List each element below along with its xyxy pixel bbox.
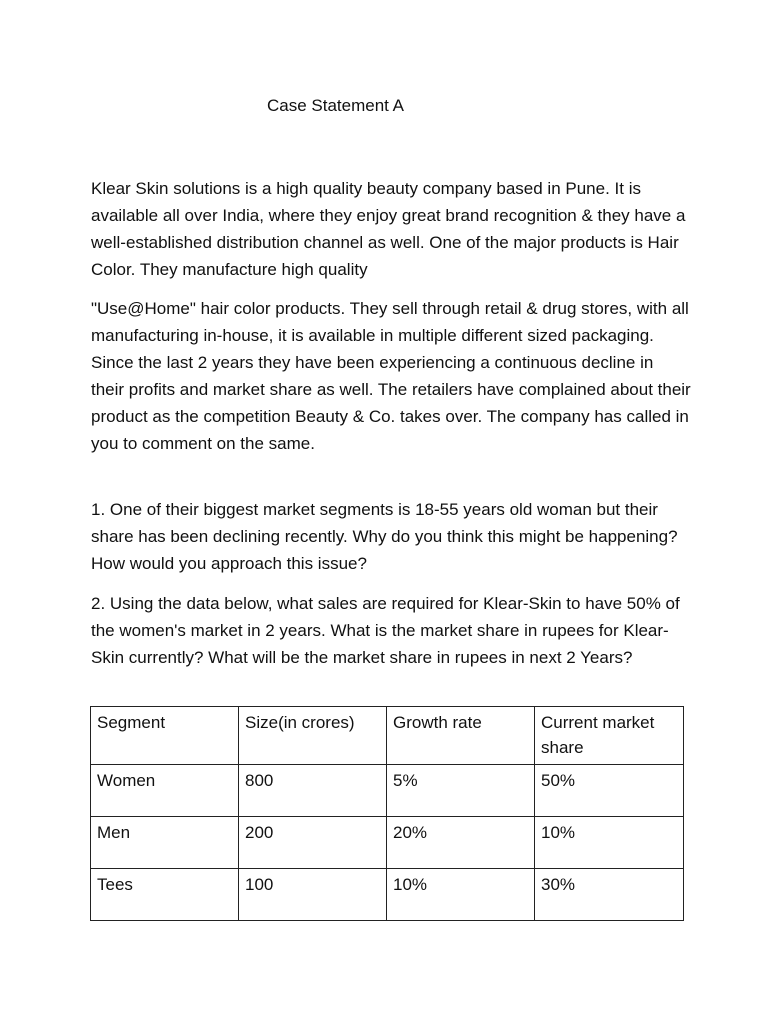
- header-market-share: Current market share: [535, 707, 684, 765]
- cell-growth-rate: 5%: [387, 765, 535, 817]
- cell-growth-rate: 10%: [387, 869, 535, 921]
- cell-size: 200: [239, 817, 387, 869]
- cell-segment: Men: [91, 817, 239, 869]
- cell-segment: Tees: [91, 869, 239, 921]
- header-growth-rate: Growth rate: [387, 707, 535, 765]
- cell-size: 800: [239, 765, 387, 817]
- header-size: Size(in crores): [239, 707, 387, 765]
- document-title: Case Statement A: [267, 96, 405, 115]
- table-header-row: [91, 707, 684, 765]
- table-row: [91, 869, 684, 921]
- table-row: [91, 817, 684, 869]
- cell-market-share: 10%: [535, 817, 684, 869]
- intro-paragraph: Klear Skin solutions is a high quality beauty company based in Pune. It is available all over India, where they enjoy great brand recognition & they have a well-established distribution channel as well. One of the major products is Hair Color. They manufacture high quality: [91, 179, 686, 279]
- market-data-table: [90, 706, 684, 921]
- question-2: 2. Using the data below, what sales are required for Klear-Skin to have 50% of the women's market in 2 years. What is the market share in rupees for Klear-Skin currently? What will be the market share in rupees in next 2 Years?: [91, 594, 680, 667]
- table-row: [91, 765, 684, 817]
- cell-market-share: 30%: [535, 869, 684, 921]
- cell-size: 100: [239, 869, 387, 921]
- question-1: 1. One of their biggest market segments is 18-55 years old woman but their share has been declining recently. Why do you think this might be happening? How would you approach this issue?: [91, 500, 678, 573]
- header-segment: Segment: [91, 707, 239, 765]
- cell-market-share: 50%: [535, 765, 684, 817]
- context-paragraph: "Use@Home" hair color products. They sell through retail & drug stores, with all manufacturing in-house, it is available in multiple different sized packaging. Since the last 2 years they have been experiencing a continuous decline in their profits and market share as well. The retailers have complained about their product as the competition Beauty & Co. takes over. The company has called in you to comment on the same.: [91, 299, 691, 453]
- cell-growth-rate: 20%: [387, 817, 535, 869]
- cell-segment: Women: [91, 765, 239, 817]
